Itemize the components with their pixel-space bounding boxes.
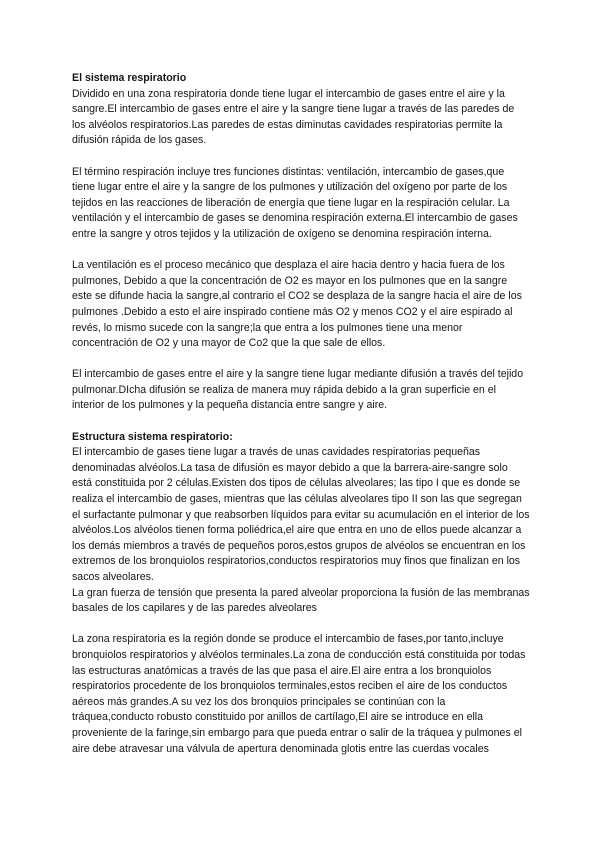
- paragraph-respiracion: El término respiración incluye tres funciones distintas: ventilación, intercambio de gases,que tiene lugar entre el aire y la sangre de los pulmones y utilización del oxígeno por parte de los tejidos en las reacciones de liberación de energía que tiene lugar en la respiración celular. La ventilación y el intercambio de gases se denomina respiración externa.El intercambio de gases entre la sangre y otros tejidos y la utilización de oxígeno se denomina respiración interna.: [72, 165, 518, 240]
- paragraph-difusion: El intercambio de gases entre el aire y la sangre tiene lugar mediante difusión a través del tejido pulmonar.DIcha difusión se realiza de manera muy rápida debido a la gran superficie en el interior de los pulmones y la pequeña distancia entre sangre y aire.: [72, 368, 524, 412]
- paragraph-zona-respiratoria: La zona respiratoria es la región donde se produce el intercambio de fases,por tanto,incluye bronquiolos respiratorios y alvéolos terminales.La zona de conducción está constituida por todas las estructuras anatómicas a través de las que pasa el aire.El aire entra a los bronquiolos respiratorios procedente de los bronquiolos terminales,estos reciben el aire de los conductos aéreos más grandes.A su vez los dos bronquios principales se continúan con la tráquea,conducto robusto constituido por anillos de cartílago,El aire se introduce en ella proveniente de la faringe,sin embargo para que pueda entrar o salir de la tráquea y pulmones el aire debe atravesar una válvula de apertura denominada glotis entre las cuerdas vocales: [72, 633, 526, 755]
- paragraph-alveolos: El intercambio de gases tiene lugar a través de unas cavidades respiratorias pequeñas denominadas alvéolos.La tasa de difusión es mayor debido a que la barrera-aire-sangre solo está constituida por 2 células.Existen dos tipos de células alveolares; las tipo I que es donde se realiza el intercambio de gases, mientras que las células alveolares tipo II son las que segregan el surfactante pulmonar y que reabsorben líquidos para evitar su acumulación en el interior de los alvéolos.Los alvéolos tienen forma poliédrica,el aire que entra en uno de ellos puede alcanzar a los demás miembros a través de pequeños poros,estos grupos de alvéolos se encuentran en los extremos de los bronquiolos respiratorios,conductos respiratorios muy finos que finalizan en los sacos alveolares.: [72, 446, 530, 583]
- section-title-estructura: Estructura sistema respiratorio:: [72, 430, 233, 443]
- paragraph-tension: La gran fuerza de tensión que presenta la pared alveolar proporciona la fusión de las membranas basales de los capilares y de las paredes alveolares: [72, 586, 530, 615]
- paragraph-ventilacion: La ventilación es el proceso mecánico que desplaza el aire hacia dentro y hacia fuera de los pulmones, Debido a que la concentración de O2 es mayor en los pulmones que en la sangre este se difunde hacia la sangre,al contrario el CO2 se desplaza de la sangre hacia el aire de los pulmones .Debido a esto el aire inspirado contiene más O2 y menos CO2 y el aire espirado al revés, lo mismo sucede con la sangre;la que entra a los pulmones tiene una menor concentración de O2 y una mayor de Co2 que la que sale de ellos.: [72, 259, 522, 350]
- document-page: [72, 71, 530, 773]
- paragraph-intro: Dividido en una zona respiratoria donde tiene lugar el intercambio de gases entre el aire y la sangre.El intercambio de gases entre el aire y la sangre tiene lugar a través de las paredes de los alvéolos respiratorios.Las paredes de estas diminutas cavidades respiratorias permite la difusión rápida de los gases.: [72, 87, 515, 147]
- section-title-sistema-respiratorio: El sistema respiratorio: [72, 72, 187, 84]
